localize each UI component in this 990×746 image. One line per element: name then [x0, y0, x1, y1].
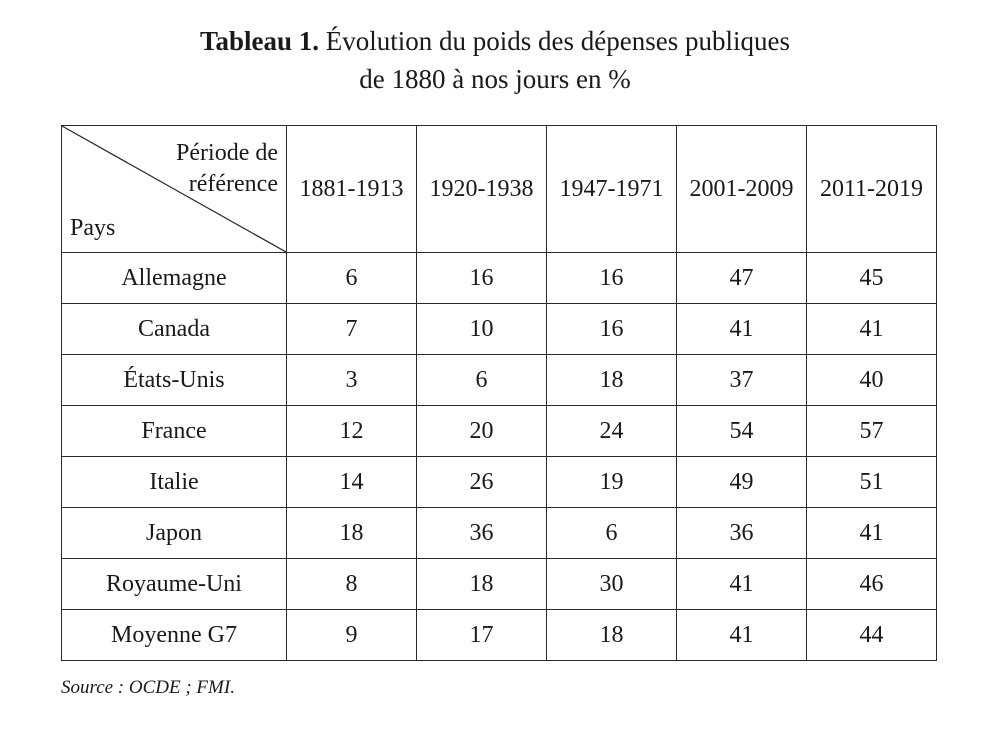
value-cell: 9: [287, 610, 417, 661]
value-cell: 18: [417, 559, 547, 610]
period-header: 1881-1913: [287, 126, 417, 253]
value-cell: 26: [417, 457, 547, 508]
value-cell: 16: [417, 253, 547, 304]
table-row: [62, 559, 937, 610]
period-header: 1947-1971: [547, 126, 677, 253]
value-cell: 30: [547, 559, 677, 610]
period-header: 2011-2019: [807, 126, 937, 253]
value-cell: 18: [547, 610, 677, 661]
country-cell: Japon: [62, 508, 287, 559]
country-cell: États-Unis: [62, 355, 287, 406]
country-cell: Italie: [62, 457, 287, 508]
table-row: [62, 406, 937, 457]
table-row: [62, 457, 937, 508]
value-cell: 6: [547, 508, 677, 559]
table-body: [62, 253, 937, 661]
value-cell: 51: [807, 457, 937, 508]
period-axis-label: [176, 138, 278, 200]
value-cell: 24: [547, 406, 677, 457]
table-row: [62, 304, 937, 355]
value-cell: 16: [547, 253, 677, 304]
value-cell: 41: [677, 304, 807, 355]
value-cell: 37: [677, 355, 807, 406]
value-cell: 19: [547, 457, 677, 508]
period-label-line-1: Période de: [176, 140, 278, 166]
value-cell: 57: [807, 406, 937, 457]
caption-label: Tableau 1.: [199, 26, 320, 56]
country-cell: Moyenne G7: [62, 610, 287, 661]
value-cell: 18: [287, 508, 417, 559]
country-cell: France: [62, 406, 287, 457]
value-cell: 8: [287, 559, 417, 610]
value-cell: 40: [807, 355, 937, 406]
value-cell: 6: [417, 355, 547, 406]
table-row: [62, 610, 937, 661]
period-label-line-2: référence: [188, 171, 278, 197]
header-row: [62, 126, 937, 253]
value-cell: 36: [677, 508, 807, 559]
table-row: [62, 355, 937, 406]
country-cell: Canada: [62, 304, 287, 355]
value-cell: 6: [287, 253, 417, 304]
value-cell: 47: [677, 253, 807, 304]
country-axis-label: Pays: [70, 215, 116, 241]
value-cell: 16: [547, 304, 677, 355]
period-header: 2001-2009: [677, 126, 807, 253]
source-note: Source : OCDE ; FMI.: [61, 677, 235, 698]
table-caption: [0, 22, 990, 98]
value-cell: 41: [677, 610, 807, 661]
public-spending-table: [61, 125, 937, 661]
value-cell: 49: [677, 457, 807, 508]
value-cell: 12: [287, 406, 417, 457]
value-cell: 20: [417, 406, 547, 457]
value-cell: 44: [807, 610, 937, 661]
value-cell: 46: [807, 559, 937, 610]
value-cell: 10: [417, 304, 547, 355]
table-row: [62, 253, 937, 304]
caption-title: Évolution du poids des dépenses publiques: [325, 26, 791, 56]
value-cell: 7: [287, 304, 417, 355]
value-cell: 3: [287, 355, 417, 406]
value-cell: 45: [807, 253, 937, 304]
caption-line-1: [0, 22, 990, 60]
value-cell: 54: [677, 406, 807, 457]
value-cell: 41: [807, 508, 937, 559]
period-header: 1920-1938: [417, 126, 547, 253]
value-cell: 41: [677, 559, 807, 610]
table-row: [62, 508, 937, 559]
value-cell: 18: [547, 355, 677, 406]
country-cell: Royaume-Uni: [62, 559, 287, 610]
country-cell: Allemagne: [62, 253, 287, 304]
corner-header-cell: [62, 126, 287, 253]
value-cell: 17: [417, 610, 547, 661]
value-cell: 36: [417, 508, 547, 559]
value-cell: 14: [287, 457, 417, 508]
caption-line-2: de 1880 à nos jours en %: [359, 64, 631, 94]
value-cell: 41: [807, 304, 937, 355]
